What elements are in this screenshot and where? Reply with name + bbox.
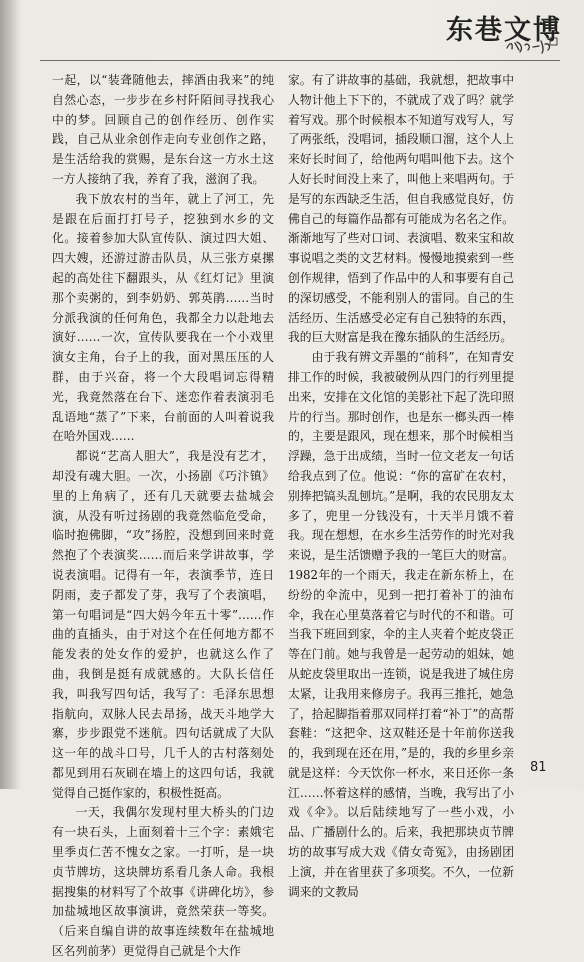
header-divider	[40, 60, 560, 61]
paragraph: 由于我有辨文弄墨的“前科”，在知青安排工作的时候，我被破例从四门的行列里提出来，安排在文化馆的美影社下起了洗印照片的行当。那时创作，也是东一榔头西一棒的，主要是跟风，现在想来，那个时候相当浮躁，急于出成绩，当时一位文老友一句话给我点到了位。他说：“你的富矿在农村，别捧把镐头乱刨坑。”是啊，我的农民朋友太多了，兜里一分钱没有，十天半月饿不着我。现在想想，在水乡生活劳作的时光对我来说，是生活馈赠予我的一笔巨大的财富。1982年的一个雨天，我走在新东桥上，在纷纷的伞流中，见到一把打着补丁的油布伞，我在心里莫落着它与时代的不和谐。可当我下班回到家，伞的主人夹着个蛇皮袋正等在门前。她与我曾是一起劳动的姐妹，她从蛇皮袋里取出一连锁，说是我进了城住房太紧，让我用来修房子。我再三推托，她急了，拾起脚指着那双同样打着“补丁”的高帮套鞋：“这把伞、这双鞋还是十年前你送我的，我到现在还在用，”是的，我的乡里乡亲就是这样：今天饮你一杯水，来日还你一条江……怀着这样的感情，当晚，我写出了小戏《伞》。以后陆续地写了一些小戏，小品、广播剧什么的。后来，我把那块贞节牌坊的故事写成大戏《倩女奇冤》，由扬剧团上演，并在省里获了多项奖。不久，一位新调来的文教局	[288, 350, 514, 899]
page-number: 81	[530, 760, 547, 775]
paragraph: 我下放农村的当年，就上了河工，先是跟在后面打打号子，挖独到水乡的文化。接着参加大队宣传队、演过四大姐、四大嫂，还游过游击队员，从三张方桌摞起的高处往下翻跟头，从《红灯记》里演那个卖粥的，到李奶奶、郭英鹃……当时分派我演的任何角色，我都全力以赴地去演好……一次，宣传队要我在一个小戏里演女主角，台子上的我，面对黑压压的人群，由于兴奋，将一个大段唱词忘得精光，我竟然落在台下、迷恋作着表演羽毛乱语地“蒸了”下来，台前面的人叫着说我在哈外国戏……	[52, 191, 274, 444]
handwritten-signature	[504, 34, 560, 56]
paragraph: 家。有了讲故事的基础，我就想，把故事中人物计他上下下的，不就成了戏了吗？就学着写戏。那个时候根本不知道写戏写人，写了两张纸，没唱词，插段顺口溜，这个人上来好长时间了，给他两句唱叫他下去。这个人好长时间没上来了，叫他上来唱两句。于是写的东西缺乏生活，但自我感觉良好，仿佛自己的每篇作品都有可能成为名名之作。渐渐地写了些对口词、表演唱、数来宝和故事说唱之类的文艺材料。慢慢地摸索到一些创作规律，悟到了作品中的人和事要有自己的深切感受，不能利别人的雷同。自己的生活经历、生活感受必定有自己独特的东西，我的巨大财富是我在豫东插队的生活经历。	[288, 73, 514, 345]
paragraph: 一天，我偶尔发现村里大桥头的门边有一块石头，上面刻着十三个字：素娥宅里季贞仁苦不愧女之家。一打听，是一块贞节牌坊，这块牌坊系看几条人命。我根据搜集的材料写了个故事《讲碑化坊》，参加盐城地区故事演讲，竟然荣获一等奖。（后来自编自讲的故事连续数年在盐城地区名列前茅）更觉得自己就是个大作	[52, 805, 274, 959]
binding-shadow	[0, 0, 22, 789]
column-title: 东巷文博	[446, 15, 562, 46]
paragraph: 一起，以“装聋随他去，摔酒由我来”的纯自然心态，一步步在乡村阡陌间寻找我心中的梦。回顾自己的创作经历、创作实践，自己从业余创作走向专业创作之路，是生活给我的赏赐，是东台这一方水土这一方人接纳了我，养育了我，滋润了我。	[52, 73, 274, 186]
article-column-left	[52, 71, 274, 962]
paragraph: 都说“艺高人胆大”，我是没有艺才，却没有魂大胆。一次，小扬剧《巧汴镇》里的上角病了，还有几天就要去盐城会演，从没有听过扬剧的我竟然临危受命，临时抱佛脚，“攻”扬腔，没想到回来时竟然抱了个表演奖……而后来学讲故事，学说表演唱。记得有一年，表演季节，连日阴雨，麦子都发了芽，我写了个表演唱，第一句唱词是“四大妈今年五十零”……作曲的直插头，由于对这个在任何地方都不能发表的处女作的爱护，也就这么作了曲，我倒是挺有成就感的。大队长信任我，叫我写四句话，我写了：毛泽东思想指航向，双脉人民去昂扬，战天斗地学大寨，步步跟党不迷航。四句话就成了大队这一年的战斗口号，几千人的古村落刻处都见到用石灰刷在墙上的这四句话，我就觉得自己挺作家的，积极性挺高。	[52, 449, 274, 800]
article-column-right	[288, 71, 514, 902]
